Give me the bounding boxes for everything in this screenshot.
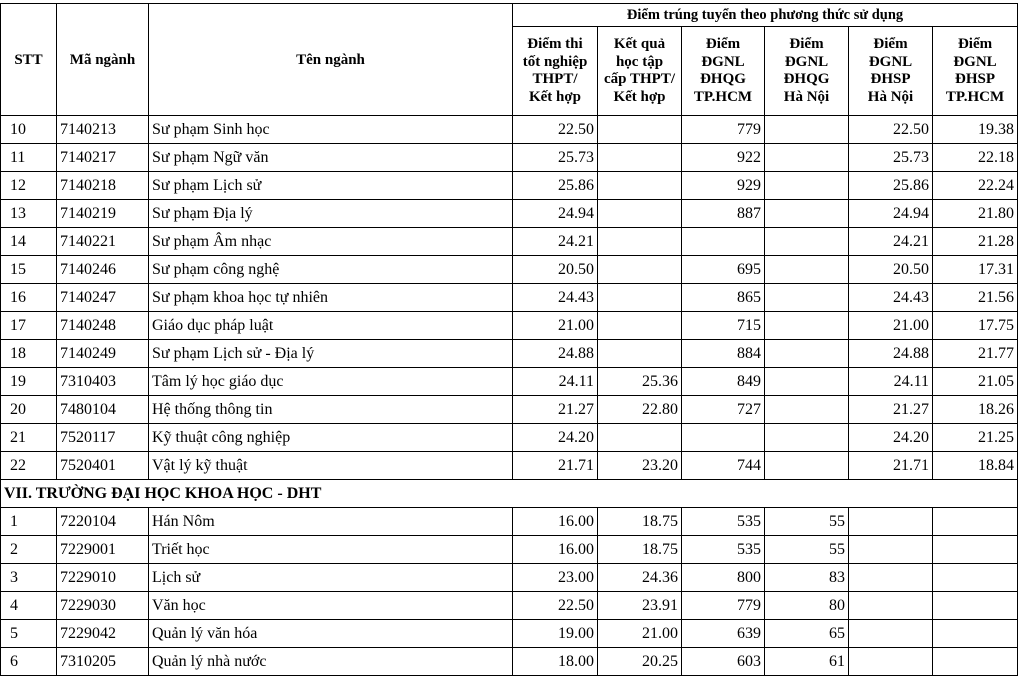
cell-score [765,200,849,228]
cell-name: Triết học [149,536,513,564]
cell-score: 21.71 [513,452,598,480]
cell-score [598,228,682,256]
cell-stt: 12 [1,172,57,200]
cell-score [598,116,682,144]
table-row [1,172,1018,200]
cell-score: 25.86 [849,172,933,200]
method-header-line: Điểm [789,36,824,52]
cell-score: 24.20 [849,424,933,452]
cell-score: 21.27 [849,396,933,424]
cell-score [849,508,933,536]
method-header-line: ĐGNL [701,53,745,70]
cell-name: Hán Nôm [149,508,513,536]
cell-score: 22.50 [513,116,598,144]
method-header-line: Điểm [873,36,908,52]
cell-score: 22.80 [598,396,682,424]
cell-score: 18.75 [598,508,682,536]
cell-code: 7229001 [57,536,149,564]
cell-name: Sư phạm Lịch sử - Địa lý [149,340,513,368]
cell-code: 7480104 [57,396,149,424]
cell-score [598,340,682,368]
cell-score: 23.20 [598,452,682,480]
cell-name: Sư phạm công nghệ [149,256,513,284]
cell-score: 83 [765,564,849,592]
cell-score: 20.50 [513,256,598,284]
method-header-line: Hà Nội [783,88,830,105]
cell-code: 7220104 [57,508,149,536]
cell-score [933,620,1018,648]
col-header-name: Tên ngành [149,4,513,116]
table-row [1,284,1018,312]
cell-score: 22.50 [513,592,598,620]
cell-score [598,172,682,200]
method-header-line: Điểm [705,36,741,52]
method-header-line: Điểm [957,36,993,52]
method-header-line: TP.HCM [945,88,1005,105]
table-row [1,256,1018,284]
cell-score: 21.25 [933,424,1018,452]
cell-code: 7229030 [57,592,149,620]
cell-code: 7229042 [57,620,149,648]
method-header-line: ĐHQG [700,71,746,87]
method-header-line: tốt nghiệp [522,53,588,70]
table-row [1,340,1018,368]
cell-score: 65 [765,620,849,648]
cell-name: Sư phạm Ngữ văn [149,144,513,172]
cell-score: 21.05 [933,368,1018,396]
cell-score [765,424,849,452]
method-header-2 [598,27,682,116]
table-row [1,592,1018,620]
method-header-line: ĐGNL [953,53,997,70]
cell-score: 24.11 [849,368,933,396]
method-header-line: Kết hợp [528,88,582,105]
col-header-stt: STT [1,4,57,116]
cell-stt: 15 [1,256,57,284]
cell-stt: 3 [1,564,57,592]
cell-score: 23.91 [598,592,682,620]
cell-score: 22.50 [849,116,933,144]
method-header-6 [933,27,1018,116]
cell-score: 779 [682,592,765,620]
col-header-code: Mã ngành [57,4,149,116]
cell-code: 7140221 [57,228,149,256]
cell-score [682,424,765,452]
cell-stt: 13 [1,200,57,228]
table-row [1,116,1018,144]
section-title: VII. TRƯỜNG ĐẠI HỌC KHOA HỌC - DHT [1,480,1018,508]
cell-name: Sư phạm Âm nhạc [149,228,513,256]
cell-score: 25.73 [513,144,598,172]
cell-score [765,228,849,256]
cell-name: Quản lý nhà nước [149,648,513,676]
cell-score [849,620,933,648]
cell-score: 18.84 [933,452,1018,480]
cell-score: 55 [765,508,849,536]
cell-name: Sư phạm Sinh học [149,116,513,144]
cell-score: 744 [682,452,765,480]
cell-name: Sư phạm Lịch sử [149,172,513,200]
cell-score [598,312,682,340]
cell-score: 24.88 [513,340,598,368]
cell-score [933,564,1018,592]
cell-score: 639 [682,620,765,648]
cell-score [849,536,933,564]
cell-score: 21.77 [933,340,1018,368]
cell-score: 929 [682,172,765,200]
cell-name: Quản lý văn hóa [149,620,513,648]
cell-score: 603 [682,648,765,676]
cell-score [598,144,682,172]
table-row [1,508,1018,536]
cell-name: Văn học [149,592,513,620]
table-row [1,200,1018,228]
cell-score: 887 [682,200,765,228]
cell-score: 21.71 [849,452,933,480]
cell-score: 16.00 [513,536,598,564]
cell-code: 7310205 [57,648,149,676]
cell-score [765,368,849,396]
method-header-5 [849,27,933,116]
cell-score [765,144,849,172]
method-header-1 [513,27,598,116]
cell-score: 24.20 [513,424,598,452]
cell-score: 535 [682,536,765,564]
cell-score: 535 [682,508,765,536]
table-row [1,228,1018,256]
cell-score [765,340,849,368]
cell-score: 17.75 [933,312,1018,340]
cell-score: 922 [682,144,765,172]
cell-score: 24.94 [513,200,598,228]
cell-score: 25.36 [598,368,682,396]
cell-score [598,284,682,312]
method-header-line: ĐHSP [870,71,911,87]
cell-score [765,284,849,312]
cell-score: 20.50 [849,256,933,284]
cell-score: 24.21 [849,228,933,256]
cell-score: 19.00 [513,620,598,648]
cell-score [933,536,1018,564]
cell-score: 24.11 [513,368,598,396]
cell-score: 19.38 [933,116,1018,144]
cell-score [849,592,933,620]
method-header-line: ĐHSP [955,71,996,87]
cell-score: 849 [682,368,765,396]
method-header-line: TP.HCM [693,88,753,105]
cell-name: Sư phạm khoa học tự nhiên [149,284,513,312]
method-header-line: ĐGNL [784,53,829,70]
cell-score: 24.43 [513,284,598,312]
cell-score [765,396,849,424]
cell-stt: 17 [1,312,57,340]
table-row [1,620,1018,648]
cell-name: Lịch sử [149,564,513,592]
cell-stt: 2 [1,536,57,564]
cell-stt: 19 [1,368,57,396]
admission-scores-table [0,3,1018,676]
cell-stt: 18 [1,340,57,368]
cell-score [598,256,682,284]
method-header-3 [682,27,765,116]
cell-name: Kỹ thuật công nghiệp [149,424,513,452]
cell-score: 21.56 [933,284,1018,312]
cell-stt: 6 [1,648,57,676]
cell-stt: 16 [1,284,57,312]
cell-name: Sư phạm Địa lý [149,200,513,228]
cell-score [765,312,849,340]
cell-score: 779 [682,116,765,144]
cell-score: 21.27 [513,396,598,424]
method-header-line: Hà Nội [867,88,914,105]
table-row [1,368,1018,396]
method-header-line: học tập [615,53,664,70]
table-row [1,424,1018,452]
method-header-line: THPT/ [532,71,578,87]
cell-score [933,592,1018,620]
cell-score: 20.25 [598,648,682,676]
cell-code: 7140249 [57,340,149,368]
method-header-line: ĐGNL [868,53,913,70]
cell-stt: 1 [1,508,57,536]
cell-score: 18.75 [598,536,682,564]
cell-score: 715 [682,312,765,340]
cell-score: 865 [682,284,765,312]
cell-score: 22.24 [933,172,1018,200]
cell-score [765,452,849,480]
cell-score: 55 [765,536,849,564]
cell-score: 884 [682,340,765,368]
cell-score: 18.26 [933,396,1018,424]
section-row [1,480,1018,508]
cell-code: 7229010 [57,564,149,592]
cell-code: 7310403 [57,368,149,396]
cell-name: Tâm lý học giáo dục [149,368,513,396]
table-row [1,452,1018,480]
cell-score [933,508,1018,536]
cell-score: 23.00 [513,564,598,592]
cell-score: 695 [682,256,765,284]
cell-score: 21.00 [513,312,598,340]
cell-score: 61 [765,648,849,676]
method-header-line: Kết hợp [613,88,666,105]
cell-name: Vật lý kỹ thuật [149,452,513,480]
cell-stt: 22 [1,452,57,480]
cell-score [765,256,849,284]
method-header-line: ĐHQG [783,71,830,87]
cell-code: 7140246 [57,256,149,284]
cell-code: 7520117 [57,424,149,452]
cell-score: 21.80 [933,200,1018,228]
cell-score: 21.28 [933,228,1018,256]
cell-stt: 4 [1,592,57,620]
cell-name: Hệ thống thông tin [149,396,513,424]
cell-code: 7140217 [57,144,149,172]
cell-name: Giáo dục pháp luật [149,312,513,340]
cell-stt: 14 [1,228,57,256]
cell-score [682,228,765,256]
cell-score [765,172,849,200]
cell-stt: 11 [1,144,57,172]
cell-stt: 21 [1,424,57,452]
table-row [1,536,1018,564]
table-row [1,564,1018,592]
cell-code: 7140213 [57,116,149,144]
cell-code: 7140247 [57,284,149,312]
cell-score [849,564,933,592]
cell-score: 25.73 [849,144,933,172]
cell-score: 25.86 [513,172,598,200]
cell-score: 727 [682,396,765,424]
table-row [1,396,1018,424]
method-header-4 [765,27,849,116]
cell-score: 21.00 [598,620,682,648]
cell-score: 24.43 [849,284,933,312]
method-header-line: cấp THPT/ [604,71,675,87]
cell-score: 24.21 [513,228,598,256]
cell-score: 16.00 [513,508,598,536]
col-group-header: Điểm trúng tuyển theo phương thức sử dụng [513,4,1018,27]
cell-code: 7140219 [57,200,149,228]
cell-score: 18.00 [513,648,598,676]
cell-score: 80 [765,592,849,620]
table-row [1,144,1018,172]
cell-score: 17.31 [933,256,1018,284]
method-header-line: Điểm thi [527,36,583,52]
table-row [1,312,1018,340]
cell-code: 7140218 [57,172,149,200]
cell-score [765,116,849,144]
cell-score [933,648,1018,676]
cell-score [598,424,682,452]
method-header-line: Kết quả [613,36,666,52]
table-row [1,648,1018,676]
cell-score: 24.94 [849,200,933,228]
cell-score: 24.36 [598,564,682,592]
cell-stt: 20 [1,396,57,424]
cell-stt: 5 [1,620,57,648]
cell-code: 7520401 [57,452,149,480]
cell-score: 22.18 [933,144,1018,172]
cell-score: 800 [682,564,765,592]
cell-score [849,648,933,676]
cell-stt: 10 [1,116,57,144]
cell-code: 7140248 [57,312,149,340]
cell-score: 21.00 [849,312,933,340]
cell-score [598,200,682,228]
cell-score: 24.88 [849,340,933,368]
